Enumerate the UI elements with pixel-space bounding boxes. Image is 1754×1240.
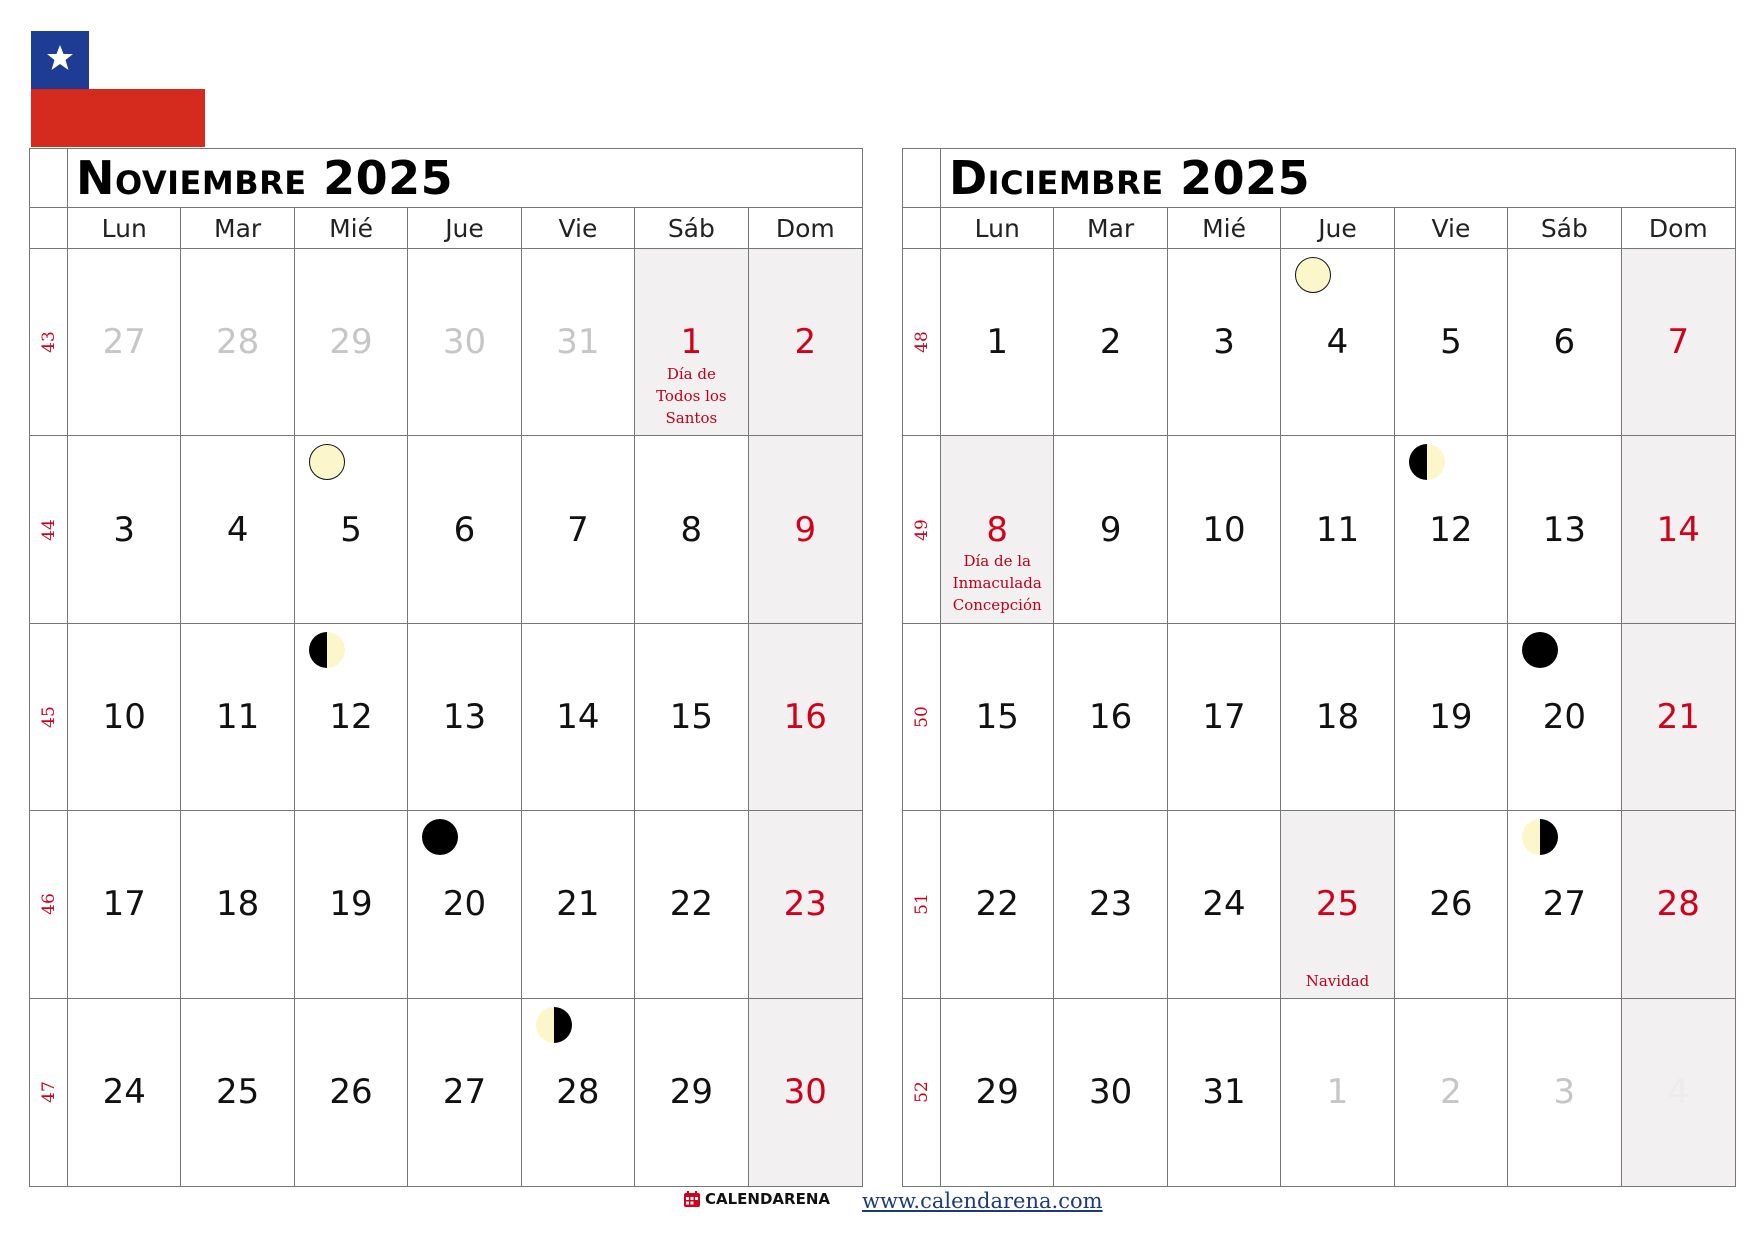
day-cell[interactable] <box>68 436 181 623</box>
day-number: 12 <box>329 696 373 737</box>
calendar-icon <box>683 1190 701 1208</box>
day-number: 4 <box>1326 322 1349 363</box>
day-cell[interactable] <box>749 624 862 811</box>
day-cell[interactable] <box>749 249 862 436</box>
week-number-label: 46 <box>38 893 59 916</box>
new-moon-icon <box>422 819 458 855</box>
day-number: 29 <box>975 1072 1019 1113</box>
day-cell[interactable] <box>1395 249 1508 436</box>
day-number: 3 <box>1553 1072 1576 1113</box>
week-number-label: 50 <box>911 706 932 728</box>
day-cell[interactable] <box>295 999 408 1186</box>
day-number: 17 <box>102 884 146 925</box>
flag-red-band <box>31 89 205 147</box>
day-number: 25 <box>1315 884 1360 925</box>
day-number: 26 <box>329 1072 373 1113</box>
last-quarter-moon-icon <box>1409 444 1445 480</box>
weekday-header: Vie <box>522 208 635 249</box>
day-cell[interactable] <box>1508 436 1621 623</box>
day-number: 18 <box>1315 696 1360 737</box>
footer <box>0 1190 1754 1220</box>
day-cell[interactable] <box>522 624 635 811</box>
day-number: 15 <box>669 696 713 737</box>
holiday-note: Día de Todos los Santos <box>656 365 727 427</box>
day-cell[interactable] <box>1168 624 1281 811</box>
day-cell[interactable] <box>635 999 748 1186</box>
day-number: 3 <box>113 509 136 550</box>
day-cell[interactable] <box>408 436 521 623</box>
day-number: 14 <box>556 696 600 737</box>
day-cell[interactable] <box>1395 436 1508 623</box>
day-cell[interactable] <box>1168 811 1281 998</box>
week-number-label: 47 <box>38 1081 59 1104</box>
brand[interactable] <box>683 1190 830 1208</box>
weekday-header: Mié <box>1168 208 1281 249</box>
week-number-label: 52 <box>911 1081 932 1104</box>
day-number: 20 <box>442 884 487 925</box>
week-number-label: 45 <box>38 706 59 728</box>
day-cell[interactable] <box>941 624 1054 811</box>
week-number-label: 48 <box>911 331 932 354</box>
day-cell[interactable] <box>1622 436 1735 623</box>
day-number: 13 <box>1542 509 1586 550</box>
website-link[interactable]: www.calendarena.com <box>862 1189 1103 1213</box>
day-number: 10 <box>1202 509 1246 550</box>
month-title: Noviembre 2025 <box>68 149 862 208</box>
day-cell[interactable] <box>68 249 181 436</box>
day-number: 9 <box>794 509 817 550</box>
weekday-header: Jue <box>408 208 521 249</box>
day-cell[interactable] <box>408 624 521 811</box>
day-cell[interactable] <box>295 436 408 623</box>
day-number: 21 <box>556 884 600 925</box>
day-number: 12 <box>1429 509 1473 550</box>
weekday-header: Lun <box>68 208 181 249</box>
brand-name: CALENDARENA <box>705 1190 830 1208</box>
day-cell[interactable] <box>635 436 748 623</box>
day-number: 21 <box>1656 696 1700 737</box>
weekday-gutter <box>30 208 68 249</box>
day-number: 1 <box>1326 1072 1349 1113</box>
day-cell[interactable] <box>941 436 1054 623</box>
day-cell[interactable] <box>295 624 408 811</box>
new-moon-icon <box>1522 632 1558 668</box>
day-cell[interactable] <box>941 811 1054 998</box>
day-cell[interactable] <box>1168 249 1281 436</box>
day-number: 23 <box>783 884 827 925</box>
day-number: 22 <box>975 884 1019 925</box>
week-number <box>903 249 941 436</box>
day-cell[interactable] <box>1622 999 1735 1186</box>
day-number: 17 <box>1202 696 1246 737</box>
day-cell[interactable] <box>1281 811 1394 998</box>
weekday-header: Mié <box>295 208 408 249</box>
day-cell[interactable] <box>635 249 748 436</box>
chile-flag <box>31 31 205 147</box>
week-number <box>30 624 68 811</box>
week-number <box>903 811 941 998</box>
day-cell[interactable] <box>1395 624 1508 811</box>
holiday-note: Navidad <box>1305 971 1370 990</box>
day-number: 6 <box>1553 322 1576 363</box>
day-cell[interactable] <box>1054 249 1167 436</box>
day-cell[interactable] <box>635 624 748 811</box>
day-number: 23 <box>1089 884 1133 925</box>
day-number: 2 <box>1099 322 1122 363</box>
day-cell[interactable] <box>408 811 521 998</box>
day-cell[interactable] <box>749 999 862 1186</box>
day-cell[interactable] <box>1395 811 1508 998</box>
weekday-header: Jue <box>1281 208 1394 249</box>
day-number: 20 <box>1542 696 1586 737</box>
day-number: 11 <box>1315 509 1360 550</box>
day-cell[interactable] <box>68 811 181 998</box>
day-number: 16 <box>783 696 827 737</box>
day-cell[interactable] <box>1054 999 1167 1186</box>
weekday-header: Vie <box>1395 208 1508 249</box>
title-gutter <box>903 149 941 208</box>
day-cell[interactable] <box>181 811 294 998</box>
day-number: 13 <box>442 696 487 737</box>
day-number: 2 <box>1440 1072 1462 1113</box>
title-gutter <box>30 149 68 208</box>
day-number: 30 <box>442 322 487 363</box>
day-cell[interactable] <box>1395 999 1508 1186</box>
month-calendar-november <box>29 148 863 1187</box>
day-cell[interactable] <box>1508 999 1621 1186</box>
flag-white-band <box>89 31 205 89</box>
day-cell[interactable] <box>181 436 294 623</box>
day-number: 29 <box>669 1072 713 1113</box>
last-quarter-moon-icon <box>309 632 345 668</box>
holiday-note: Día de la Inmaculada Concepción <box>952 552 1042 615</box>
first-quarter-moon-icon <box>536 1007 572 1043</box>
day-number: 14 <box>1656 509 1700 550</box>
day-cell[interactable] <box>635 811 748 998</box>
full-moon-icon <box>1295 257 1331 293</box>
week-number-label: 43 <box>38 331 59 354</box>
day-cell[interactable] <box>181 999 294 1186</box>
day-number: 31 <box>556 322 600 363</box>
day-number: 24 <box>102 1072 146 1113</box>
week-number <box>30 436 68 623</box>
day-number: 8 <box>986 509 1009 550</box>
day-number: 31 <box>1202 1072 1246 1113</box>
day-cell[interactable] <box>1281 999 1394 1186</box>
day-cell[interactable] <box>1281 436 1394 623</box>
day-cell[interactable] <box>295 811 408 998</box>
day-cell[interactable] <box>522 436 635 623</box>
star-icon <box>45 43 75 73</box>
day-cell[interactable] <box>408 249 521 436</box>
day-number: 7 <box>1667 322 1690 363</box>
week-number <box>30 811 68 998</box>
weekday-header: Dom <box>749 208 862 249</box>
week-number <box>903 999 941 1186</box>
day-number: 10 <box>102 696 146 737</box>
day-cell[interactable] <box>749 436 862 623</box>
day-number: 5 <box>340 509 362 550</box>
day-number: 1 <box>680 322 703 363</box>
day-number: 9 <box>1099 509 1122 550</box>
day-cell[interactable] <box>522 811 635 998</box>
day-number: 30 <box>783 1072 827 1113</box>
first-quarter-moon-icon <box>1522 819 1558 855</box>
day-cell[interactable] <box>1508 624 1621 811</box>
day-cell[interactable] <box>181 249 294 436</box>
day-cell[interactable] <box>1281 624 1394 811</box>
month-calendar-december <box>902 148 1736 1187</box>
day-number: 11 <box>216 696 260 737</box>
weekday-header: Sáb <box>1508 208 1621 249</box>
day-number: 4 <box>1667 1072 1690 1113</box>
day-number: 5 <box>1440 322 1462 363</box>
day-cell[interactable] <box>749 811 862 998</box>
week-number <box>903 436 941 623</box>
day-cell[interactable] <box>1508 811 1621 998</box>
day-number: 7 <box>567 509 589 550</box>
day-number: 2 <box>794 322 817 363</box>
day-number: 27 <box>1542 884 1586 925</box>
day-number: 27 <box>102 322 146 363</box>
day-cell[interactable] <box>1281 249 1394 436</box>
day-number: 24 <box>1202 884 1246 925</box>
day-cell[interactable] <box>408 999 521 1186</box>
day-cell[interactable] <box>68 999 181 1186</box>
day-cell[interactable] <box>1168 436 1281 623</box>
day-cell[interactable] <box>522 249 635 436</box>
week-number-label: 44 <box>38 518 59 541</box>
weekday-header: Dom <box>1622 208 1735 249</box>
day-number: 18 <box>216 884 260 925</box>
day-cell[interactable] <box>1168 999 1281 1186</box>
week-number <box>30 999 68 1186</box>
day-number: 28 <box>556 1072 600 1113</box>
day-number: 28 <box>216 322 260 363</box>
day-number: 25 <box>216 1072 260 1113</box>
day-number: 29 <box>329 322 373 363</box>
day-cell[interactable] <box>522 999 635 1186</box>
day-cell[interactable] <box>295 249 408 436</box>
day-number: 4 <box>226 509 249 550</box>
day-number: 30 <box>1089 1072 1133 1113</box>
day-cell[interactable] <box>941 249 1054 436</box>
day-cell[interactable] <box>1622 624 1735 811</box>
day-number: 22 <box>669 884 713 925</box>
day-cell[interactable] <box>1054 811 1167 998</box>
day-cell[interactable] <box>1054 436 1167 623</box>
week-number <box>903 624 941 811</box>
month-title: Diciembre 2025 <box>941 149 1735 208</box>
weekday-header: Lun <box>941 208 1054 249</box>
day-number: 26 <box>1429 884 1473 925</box>
weekday-header: Sáb <box>635 208 748 249</box>
day-cell[interactable] <box>1054 624 1167 811</box>
day-number: 19 <box>1429 696 1473 737</box>
day-number: 15 <box>975 696 1019 737</box>
day-cell[interactable] <box>181 624 294 811</box>
day-number: 6 <box>453 509 476 550</box>
day-number: 8 <box>680 509 703 550</box>
weekday-gutter <box>903 208 941 249</box>
day-number: 27 <box>442 1072 487 1113</box>
full-moon-icon <box>309 444 345 480</box>
weekday-header: Mar <box>1054 208 1167 249</box>
weekday-header: Mar <box>181 208 294 249</box>
week-number-label: 51 <box>911 893 932 916</box>
day-number: 3 <box>1213 322 1235 363</box>
day-cell[interactable] <box>68 624 181 811</box>
day-number: 1 <box>986 322 1009 363</box>
day-cell[interactable] <box>1508 249 1621 436</box>
week-number-label: 49 <box>911 518 932 541</box>
day-cell[interactable] <box>1622 811 1735 998</box>
week-number <box>30 249 68 436</box>
day-number: 19 <box>329 884 373 925</box>
day-number: 16 <box>1089 696 1133 737</box>
day-cell[interactable] <box>941 999 1054 1186</box>
day-number: 28 <box>1656 884 1700 925</box>
day-cell[interactable] <box>1622 249 1735 436</box>
